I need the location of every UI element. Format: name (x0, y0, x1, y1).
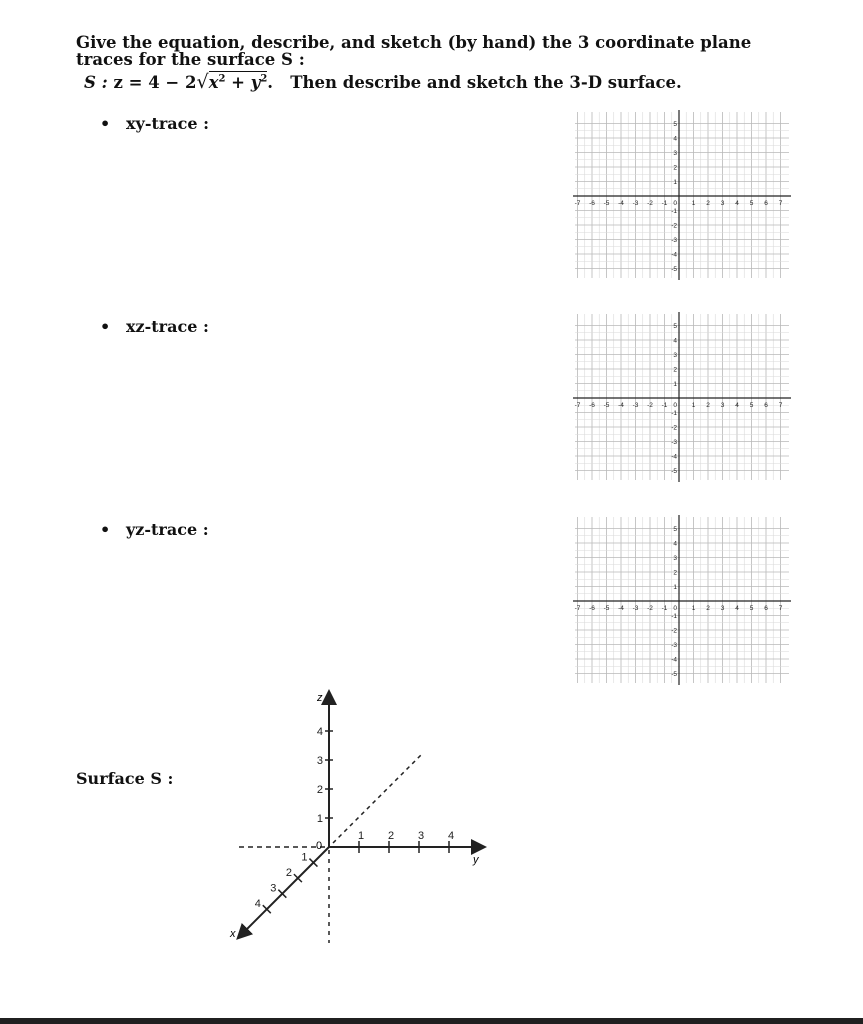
x-tick-label: 2 (706, 605, 710, 612)
x-tick-label: 4 (735, 605, 739, 612)
formula-label: S : (84, 73, 108, 92)
x-tick-label: -4 (618, 605, 624, 612)
z-tick-label: 2 (316, 784, 323, 796)
x-tick-label: -5 (603, 200, 610, 207)
xy-trace-label: xy-trace : (126, 114, 210, 133)
y-tick-label: -4 (671, 251, 677, 259)
x-tick-label: 3 (720, 402, 725, 409)
x-tick-label: 3 (270, 882, 277, 895)
x-tick-label: 1 (301, 851, 308, 864)
x-tick-label: -1 (661, 200, 668, 207)
z-tick-label: 4 (316, 726, 323, 738)
x-tick-label: -4 (618, 200, 624, 207)
x-tick-label: -1 (661, 605, 668, 612)
x-tick-label: -7 (574, 200, 581, 207)
x-axis-label: x (230, 928, 236, 940)
xz-trace-label: xz-trace : (126, 317, 209, 336)
y-tick-label: -2 (671, 627, 677, 635)
surface-formula (84, 71, 682, 93)
z-tick-label: 1 (316, 813, 323, 825)
y-tick-label: -5 (671, 468, 677, 475)
x-tick-label: 3 (720, 200, 725, 207)
x-tick-label: 2 (285, 867, 292, 880)
y-tick-label: 2 (673, 164, 677, 172)
x-tick-label: 4 (735, 200, 739, 207)
x-tick-label: -3 (632, 605, 639, 612)
y-tick-label: -1 (671, 410, 677, 417)
y-tick-label: 4 (673, 337, 677, 345)
surface-3d-axes[interactable] (225, 685, 495, 945)
x-tick-label: 3 (720, 605, 725, 612)
y-tick-label: 1 (673, 381, 677, 388)
y-tick-label: 1 (673, 584, 677, 591)
z-axis-label: z (317, 692, 323, 704)
yz-trace-label: yz-trace : (126, 520, 209, 539)
formula-end: . (267, 73, 274, 92)
y-tick-label: 4 (673, 540, 677, 548)
x-tick-label: 4 (735, 402, 739, 409)
bullet: • (100, 520, 111, 539)
x-tick-label: 1 (691, 402, 696, 409)
x-tick-label: 6 (764, 402, 768, 409)
y-tick-label: 5 (673, 526, 677, 533)
y-tick-label: 3 (417, 830, 425, 842)
x-tick-label: -4 (618, 402, 624, 409)
x-tick-label: -2 (647, 402, 653, 409)
y-tick-label: -3 (671, 439, 677, 446)
x-tick-label: 5 (749, 605, 754, 612)
yz-trace-item (100, 520, 209, 539)
x-tick-label: -5 (603, 605, 610, 612)
x-tick-label: 1 (691, 200, 696, 207)
x-tick-label: 1 (691, 605, 696, 612)
x-tick-label: 6 (764, 200, 768, 207)
y-tick-label: -1 (671, 613, 677, 620)
y-tick-label: -3 (671, 642, 677, 649)
xz-trace-grid[interactable] (573, 312, 791, 482)
y-tick-label: -3 (671, 237, 677, 244)
x-axis (239, 847, 329, 937)
x-tick-label: -5 (603, 402, 610, 409)
x-tick-label: 7 (778, 200, 783, 207)
origin-label: 0 (673, 200, 677, 207)
y-tick-label: 2 (673, 569, 677, 577)
x-tick-label: 5 (749, 200, 754, 207)
y-tick-label: -1 (671, 208, 677, 215)
y-tick-label: -4 (671, 656, 677, 664)
y-tick-label: 3 (673, 352, 677, 359)
x-tick-label: -3 (632, 200, 639, 207)
formula-radicand: $x^2 + y^2$ (208, 73, 268, 92)
xy-trace-grid[interactable] (573, 110, 791, 280)
xz-trace-item (100, 317, 209, 336)
x-tick-label: -7 (574, 402, 581, 409)
origin-label: 0 (673, 605, 677, 612)
x-tick-label: -2 (647, 605, 653, 612)
formula-lhs: z = 4 − 2 (113, 73, 197, 92)
y-tick-label: 5 (673, 323, 677, 330)
bullet: • (100, 317, 111, 336)
origin-label: 0 (316, 840, 323, 852)
x-tick-label: -6 (589, 605, 595, 612)
x-tick-label: 2 (706, 402, 710, 409)
y-tick-label: -2 (671, 424, 677, 432)
bottom-bar (0, 1018, 863, 1024)
x-axis-negative-dashed (333, 753, 423, 843)
x-tick-label: 7 (778, 605, 783, 612)
x-tick-label: 7 (778, 402, 783, 409)
x-tick-label: -7 (574, 605, 581, 612)
sqrt-symbol: √ (196, 71, 209, 93)
x-tick-label: 2 (706, 200, 710, 207)
y-tick-label: -5 (671, 266, 677, 273)
y-tick-label: 4 (447, 830, 455, 842)
y-tick-label: -2 (671, 222, 677, 230)
y-tick-label: 1 (673, 179, 677, 186)
x-tick-label: -2 (647, 200, 653, 207)
x-tick-label: 5 (749, 402, 754, 409)
y-tick-label: -5 (671, 671, 677, 678)
bullet: • (100, 114, 111, 133)
surface-label: Surface S : (76, 769, 174, 788)
x-tick-label: -3 (632, 402, 639, 409)
follow-up-instruction: Then describe and sketch the 3-D surface. (290, 73, 682, 92)
y-tick-label: 3 (673, 150, 677, 157)
y-tick-label: 3 (673, 555, 677, 562)
x-tick-label: -6 (589, 402, 595, 409)
yz-trace-grid[interactable] (573, 515, 791, 685)
z-tick-label: 3 (316, 755, 323, 767)
y-tick-label: 1 (357, 830, 365, 842)
x-tick-label: -1 (661, 402, 668, 409)
origin-label: 0 (673, 402, 677, 409)
y-tick-label: 2 (673, 366, 677, 374)
y-axis-label: y (473, 854, 479, 866)
x-tick-label: 6 (764, 605, 768, 612)
x-tick-label: -6 (589, 200, 595, 207)
problem-prompt: Give the equation, describe, and sketch (by hand) the 3 coordinate plane traces for the surface S : (76, 33, 752, 69)
y-tick-label: -4 (671, 453, 677, 461)
y-tick-label: 5 (673, 121, 677, 128)
y-tick-label: 4 (673, 135, 677, 143)
y-tick-label: 2 (387, 830, 395, 842)
x-tick-label: 4 (254, 898, 261, 911)
xy-trace-item (100, 114, 209, 133)
